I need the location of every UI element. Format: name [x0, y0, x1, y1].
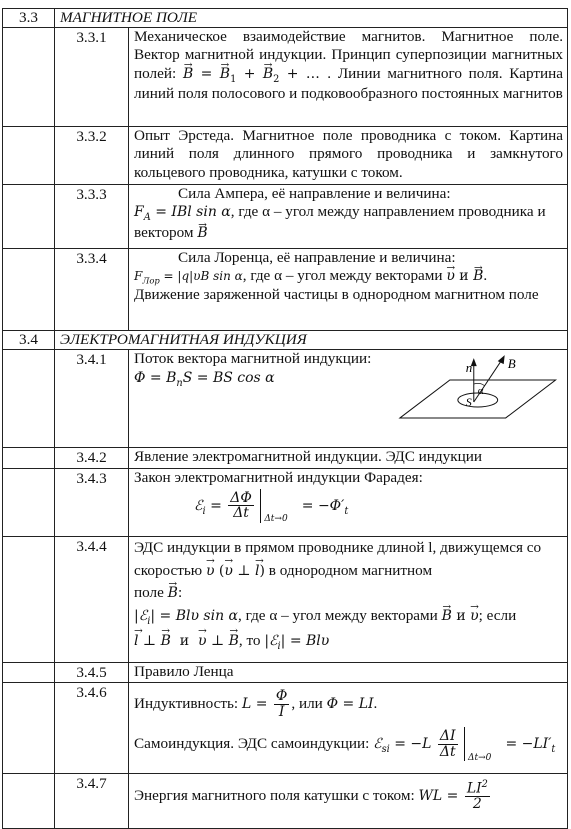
item-text: , или: [291, 695, 323, 713]
table-row: [3, 350, 568, 448]
lorentz-formula: $F_{Лор} = |q|\upsilon B$ sin α: [134, 269, 243, 286]
item-content: Сила Ампера, её направление и величина: $F_A$ = IBl sin α, где α – угол между направлением проводника и вектором → B: [129, 185, 568, 249]
section-row-3-4: [3, 331, 568, 350]
flux-diagram: [378, 350, 563, 440]
item-heading: Сила Лоренца, её направление и величина:: [178, 249, 456, 267]
item-number: 3.3.1: [55, 28, 129, 127]
item-number: 3.4.5: [55, 662, 129, 682]
table-row: [3, 28, 568, 127]
item-text: Самоиндукция. ЭДС самоиндукции:: [134, 735, 370, 753]
item-number: 3.4.7: [55, 773, 129, 828]
section-number: 3.3: [3, 9, 55, 28]
syllabus-table: [2, 8, 568, 829]
table-row: [3, 468, 568, 536]
table-row: [3, 536, 568, 662]
item-text: поле: [134, 584, 164, 602]
faraday-formula: ℰ$_i$ = $\frac{\Delta\Phi}{\Delta t}$ Δt→0 = $-\Phi'_t$: [194, 489, 349, 525]
section-number: 3.4: [3, 331, 55, 350]
item-text: Энергия магнитного поля катушки с током:: [134, 786, 415, 804]
item-number: 3.3.3: [55, 185, 129, 249]
table-row: [3, 662, 568, 682]
item-text: . Линии магнитного поля. Картина линий поля полосового и подковообразного постоянных магнитов: [134, 64, 563, 103]
item-content: [129, 468, 568, 536]
emf-formula: |ℰ$_i$| = Blυ sin α: [134, 608, 239, 627]
item-text: , где α – угол между векторами: [242, 267, 443, 285]
superposition-formula: → B = → $B_1$ + → $B_2$ + …: [183, 66, 327, 82]
table-row: [3, 185, 568, 249]
item-number: 3.3.2: [55, 127, 129, 185]
table-row: [3, 249, 568, 331]
section-title: МАГНИТНОЕ ПОЛЕ: [55, 9, 568, 28]
flux-formula: $\Phi = B_nS$ = BS cos α: [134, 369, 275, 389]
item-text: Опыт Эрстеда. Магнитное поле проводника с током. Картина линий поля длинного прямого проводника и замкнутого кольцевого проводника, катушки с током.: [129, 127, 568, 185]
section-title: ЭЛЕКТРОМАГНИТНАЯ ИНДУКЦИЯ: [55, 331, 568, 350]
item-content: Сила Лоренца, её направление и величина: $F_{Лор} = |q|\upsilon B$ sin α, где α – угол между векторами → υ и → B. Движение заряженной частицы в однородном магнитном поле: [129, 249, 568, 331]
item-number: 3.4.3: [55, 468, 129, 536]
item-text: Явление электромагнитной индукции. ЭДС индукции: [129, 448, 568, 468]
item-text: то: [246, 631, 261, 649]
self-induction-formula: ℰ$_{si}$ = −L $\frac{\Delta I}{\Delta t}$ Δt→0 = $-LI'_t$: [373, 728, 556, 763]
item-number: 3.4.4: [55, 536, 129, 662]
normal-vector-label: n: [466, 360, 473, 376]
item-text: Поток вектора магнитной индукции:: [134, 350, 372, 368]
section-row-3-3: [3, 9, 568, 28]
item-text: , где α – угол между векторами: [238, 607, 438, 625]
item-text: Индуктивность:: [134, 695, 239, 713]
item-text: ЭДС индукции в прямом проводнике длиной l, движущемся со скоростью: [134, 538, 542, 579]
item-number: 3.3.4: [55, 249, 129, 331]
energy-formula: WL = $\frac{LI^2}{2}$: [418, 778, 488, 813]
item-text: в однородном магнитном: [268, 561, 433, 579]
table-row: [3, 773, 568, 828]
item-number: 3.4.6: [55, 682, 129, 773]
item-text: Механическое взаимодействие магнитов. Магнитное поле. Вектор магнитной индукции. Принцип суперпозиции магнитных полей:: [134, 28, 563, 82]
table-row: [3, 448, 568, 468]
item-text: Движение заряженной частицы в однородном магнитном поле: [134, 285, 539, 303]
item-text: Закон электромагнитной индукции Фарадея:: [134, 468, 423, 486]
table-row: [3, 127, 568, 185]
item-text: Правило Ленца: [129, 662, 568, 682]
area-label: S: [466, 395, 473, 410]
angle-label: α: [478, 385, 484, 398]
item-content: Индуктивность: L = $\frac{\Phi}{I}$ , или Φ = LI. Самоиндукция. ЭДС самоиндукции: ℰ$_{si}$ = −L $\frac{\Delta I}{\Delta t}$ Δt→0 = $-LI'_t$: [129, 682, 568, 773]
b-vector-label: B: [508, 356, 517, 372]
item-content: ЭДС индукции в прямом проводнике длиной l, движущемся со скоростью → υ (→ υ ⊥ → l) в однородном магнитном поле → B: |ℰ$_i$| = Blυ sin α, где α – угол между векторами → B и → υ; если → l ⊥ → B и → υ ⊥ → B, то |ℰ$_i$| = Blυ: [129, 536, 568, 662]
inductance-formula: L = $\frac{\Phi}{I}$: [241, 687, 288, 720]
table-row: [3, 682, 568, 773]
item-content: [129, 773, 568, 828]
item-content: [129, 28, 568, 127]
item-content: [129, 350, 568, 448]
item-text: ; если: [478, 607, 517, 625]
item-text: , где α – угол между направлением проводника и вектором: [134, 203, 546, 242]
item-number: 3.4.1: [55, 350, 129, 448]
ampere-formula: $F_A$ = IBl sin α: [134, 204, 231, 224]
item-number: 3.4.2: [55, 448, 129, 468]
item-heading: Сила Ампера, её направление и величина:: [178, 185, 451, 203]
